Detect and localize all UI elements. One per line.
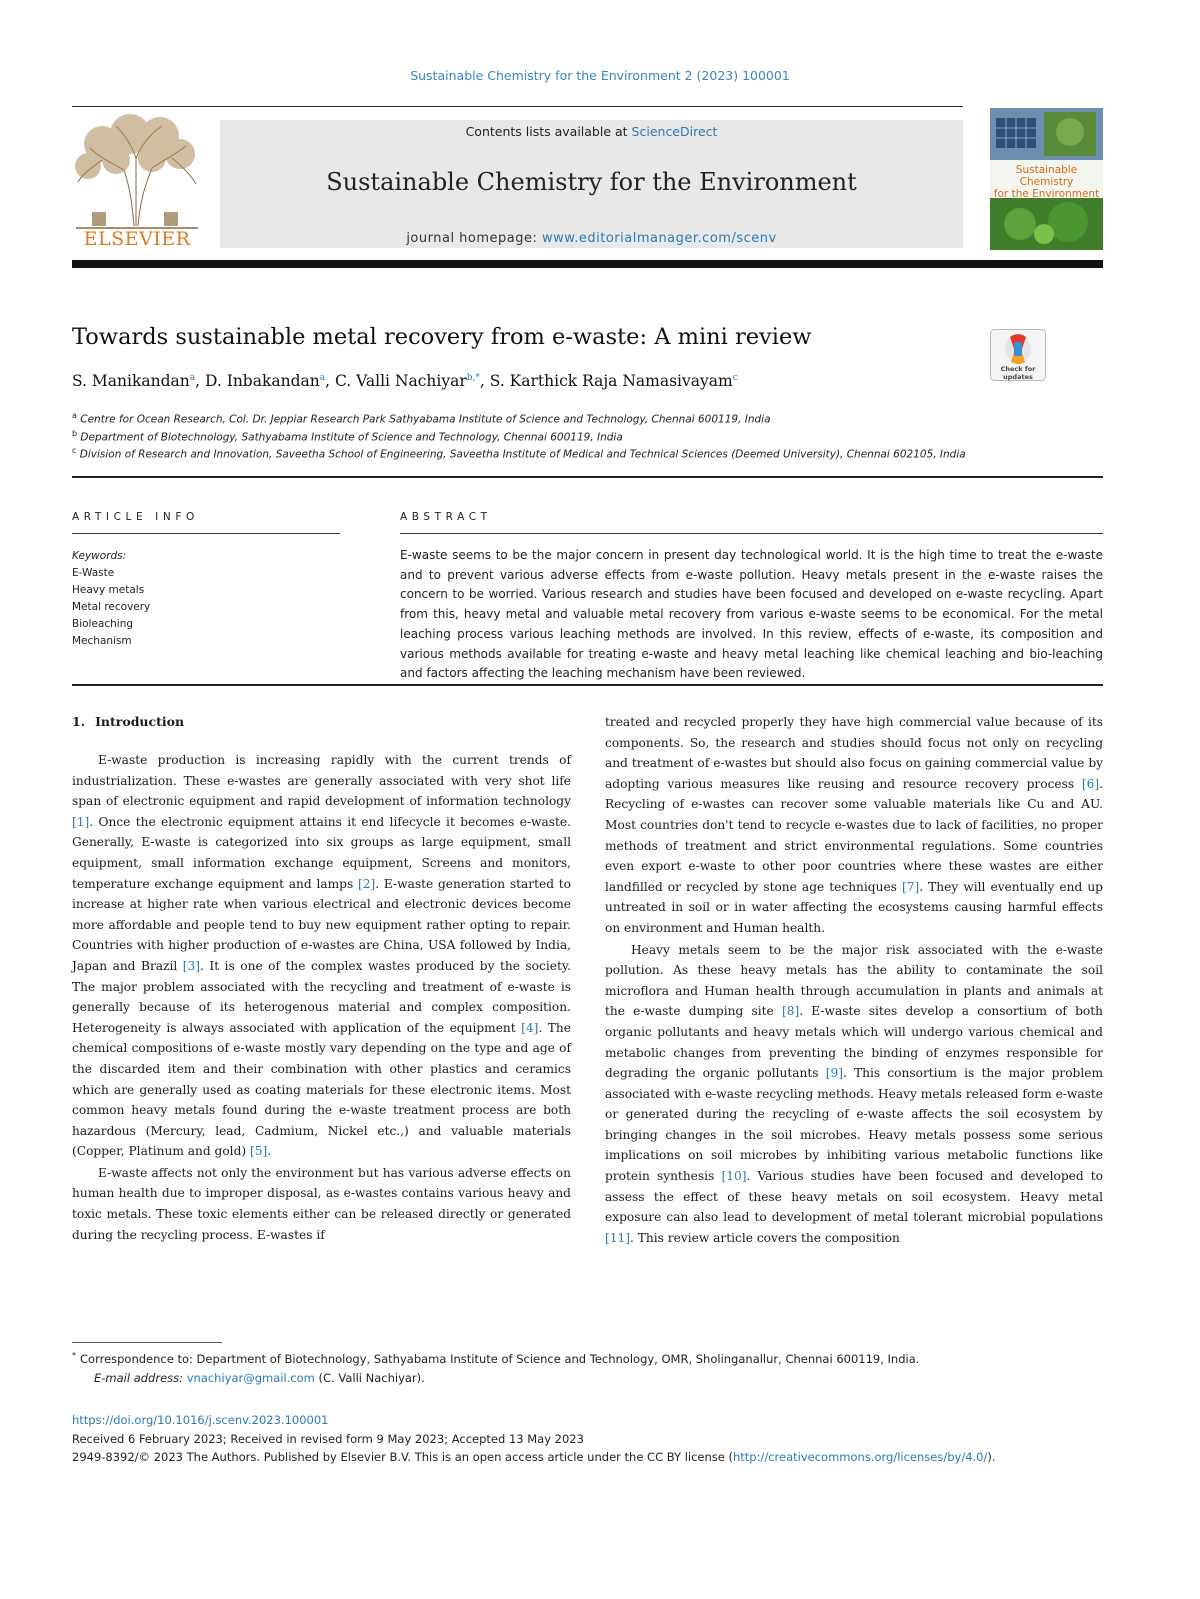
article-info-heading: ARTICLE INFO <box>72 511 199 523</box>
paragraph <box>72 750 571 1162</box>
affiliation-sup: c <box>72 446 77 455</box>
paragraph-text: . Various studies have been focused and developed to assess the effect of these heavy metals on soil ecosystem. Heavy metal exposure can also lead to development of metal tolerant microbial populations <box>605 1169 1103 1225</box>
received-dates: Received 6 February 2023; Received in revised form 9 May 2023; Accepted 13 May 2023 <box>72 1432 584 1446</box>
keyword-item[interactable]: E-Waste <box>72 567 115 579</box>
cover-title-line2: for the Environment <box>993 188 1100 200</box>
affiliation-sup: b <box>72 429 78 438</box>
journal-cover[interactable] <box>990 108 1103 250</box>
affiliation-text: Centre for Ocean Research, Col. Dr. Jeppiar Research Park Sathyabama Institute of Science and Technology, Chennai 600119, India <box>80 413 771 426</box>
footnote-rule <box>72 1342 222 1343</box>
paragraph-text: . It is one of the complex wastes produced by the society. The major problem associated with the recycling and treatment of e-waste is generally because of its heterogenous material and complex composition. Heterogeneity is always associated with application of the equipment <box>72 958 571 1035</box>
abstract-rule <box>400 533 1103 534</box>
author-name[interactable]: S. Karthick Raja Namasivayam <box>489 372 733 390</box>
affiliation-text: Department of Biotechnology, Sathyabama Institute of Science and Technology, Chennai 600119, India <box>80 431 623 444</box>
homepage-line <box>220 231 963 246</box>
homepage-link[interactable]: www.editorialmanager.com/scenv <box>542 231 777 246</box>
body-column-right <box>605 712 1103 1248</box>
masthead-top-rule <box>72 106 963 107</box>
paragraph <box>605 712 1103 939</box>
citation-link[interactable]: [5] <box>250 1144 268 1159</box>
body-column-left <box>72 750 571 1245</box>
paragraph: E-waste affects not only the environment but has various adverse effects on human health due to improper disposal, as e-wastes contains various heavy and toxic metals. These toxic elements either can be released directly or generated during the recycling process. E-wastes if <box>72 1165 571 1242</box>
abstract-bottom-rule <box>72 684 1103 686</box>
license-suffix: ). <box>987 1450 996 1464</box>
doi-link[interactable]: https://doi.org/10.1016/j.scenv.2023.100001 <box>72 1413 329 1427</box>
keyword-item[interactable]: Heavy metals <box>72 584 145 596</box>
email-owner: (C. Valli Nachiyar). <box>318 1371 425 1385</box>
author-name[interactable]: D. Inbakandan <box>204 372 320 390</box>
license-line <box>72 1450 996 1464</box>
article-title: Towards sustainable metal recovery from e-waste: A mini review <box>72 324 812 350</box>
section-heading-introduction <box>72 714 184 729</box>
author-sup[interactable]: c <box>732 372 738 383</box>
correspondence-footnote <box>72 1351 919 1366</box>
paragraph-text: . The chemical compositions of e-waste mostly vary depending on the type and age of the discarded item and their combination with other plastics and ceramics which are generally used as coating materials for these electronic items. Most common heavy metals found during the e-waste treatment process are both hazardous (Mercury, lead, Cadmium, Nickel etc.,) and valuable materials (Copper, Platinum and gold) <box>72 1020 571 1159</box>
keyword-item[interactable]: Metal recovery <box>72 601 151 613</box>
email-link[interactable]: vnachiyar@gmail.com <box>186 1371 315 1385</box>
author-list: S. Manikandan$^a$, D. Inbakandan$^a$, C. Valli Nachiyar$^{b,*}$, S. Karthick Raja Namasivayam$^c$ <box>72 372 738 390</box>
paragraph-text: . E-waste generation started to increase at higher rate when various electrical and electronic devices become more affordable and people tend to buy new equipment rather opting to repair. Countries with higher production of e-wastes are China, USA followed by India, Japan and Brazil <box>72 876 572 973</box>
affiliation-a <box>72 411 771 426</box>
paragraph-text: . This consortium is the major problem associated with e-waste recycling methods. Heavy metals released form e-waste or generated during the recycling of e-waste affects the soil ecosystem by bringing changes in the soil microbes. Heavy metals possess some serious implications on soil microbes by inhibiting various metabolic functions like protein synthesis <box>605 1066 1103 1184</box>
paragraph-text: E-waste production is increasing rapidly with the current trends of industrialization. These e-wastes are generally associated with very shot life span of electronic equipment and rapid development of information technology <box>72 753 571 809</box>
keywords-label: Keywords: <box>72 550 127 562</box>
title-block-rule <box>72 476 1103 478</box>
crossmark-badge[interactable] <box>990 329 1046 381</box>
contents-line <box>220 124 963 139</box>
author-sup[interactable]: b,* <box>466 372 480 383</box>
paragraph-text: . E-waste sites develop a consortium of both organic pollutants and heavy metals which will undergo various chemical and metabolic changes from preventing the binding of enzymes responsible for degrading the organic pollutants <box>605 1004 1103 1081</box>
running-head[interactable]: Sustainable Chemistry for the Environment 2 (2023) 100001 <box>410 68 790 83</box>
affiliation-b <box>72 429 623 444</box>
citation-link[interactable]: [3] <box>182 958 201 973</box>
citation-link[interactable]: [6] <box>1081 776 1100 791</box>
keywords-block <box>72 548 150 650</box>
affiliation-text: Division of Research and Innovation, Saveetha School of Engineering, Saveetha Institute of Medical and Technical Sciences (Deemed University), Chennai 602105, India <box>79 448 966 461</box>
cover-title <box>990 164 1103 200</box>
citation-link[interactable]: [9] <box>825 1066 843 1081</box>
correspondence-text: Correspondence to: Department of Biotechnology, Sathyabama Institute of Science and Technology, OMR, Sholinganallur, Chennai 600119, India. <box>80 1351 920 1366</box>
affiliation-c <box>72 446 966 461</box>
sciencedirect-link[interactable]: ScienceDirect <box>631 124 718 139</box>
paragraph-text: treated and recycled properly they have high commercial value because of its components. So, the research and studies should focus not only on recycling and treatment of e-wastes but should also focus on gaining commercial value by adopting various measures like reusing and resource recovery process <box>605 715 1103 791</box>
citation-link[interactable]: [1] <box>72 814 90 829</box>
paragraph-text: . Recycling of e-wastes can recover some valuable materials like Cu and AU. Most countries don't tend to recycle e-wastes due to lack of facilities, no proper methods of treatment and strict environmental regulations. Some countries even export e-waste to other poor countries where these wastes are either landfilled or recycled by stone age techniques <box>605 776 1103 894</box>
journal-banner <box>220 120 963 248</box>
masthead-bottom-rule <box>72 260 1103 268</box>
contents-prefix: Contents lists available at <box>465 124 632 139</box>
footnote-mark: * <box>72 1351 76 1360</box>
homepage-prefix: journal homepage: <box>406 231 543 246</box>
crossmark-label: Check for updates <box>1000 365 1036 381</box>
license-link[interactable]: http://creativecommons.org/licenses/by/4.0/ <box>733 1450 988 1464</box>
citation-link[interactable]: [8] <box>781 1004 800 1019</box>
author-sup[interactable]: a <box>319 372 326 383</box>
affiliation-sup: a <box>72 411 77 420</box>
email-footnote <box>94 1371 425 1385</box>
citation-link[interactable]: [7] <box>901 879 920 894</box>
abstract-text: E-waste seems to be the major concern in present day technological world. It is the high time to treat the e-waste and to prevent various adverse effects from e-waste pollution. Heavy metals present in the e-waste raises the concern to be worried. Various research and studies have been focused and developed on e-waste recycling. Apart from this, heavy metal and valuable metal recovery from various e-waste seems to be economical. For the metal leaching process various leaching methods are involved. In this review, effects of e-waste, its composition and various methods available for treating e-waste and heavy metal leaching like chemical leaching and bio-leaching and factors affecting the leaching mechanism have been reviewed. <box>400 548 1103 681</box>
citation-link[interactable]: [10] <box>721 1169 747 1184</box>
author-name[interactable]: S. Manikandan <box>72 372 190 390</box>
keyword-item[interactable]: Bioleaching <box>72 618 134 630</box>
elsevier-logo[interactable] <box>72 108 202 250</box>
citation-link[interactable]: [11] <box>605 1230 631 1245</box>
author-name[interactable]: C. Valli Nachiyar <box>334 372 467 390</box>
paragraph-text: . This review article covers the composition <box>630 1230 900 1245</box>
paragraph-text: . They will eventually end up untreated in soil or in water affecting the ecosystems causing harmful effects on environment and Human health. <box>605 879 1103 935</box>
abstract-heading: ABSTRACT <box>400 511 492 523</box>
paragraph-text: . Once the electronic equipment attains it end lifecycle it becomes e-waste. Generally, E-waste is categorized into six groups as large equipment, small equipment, small information exchange equipment, Screens and monitors, temperature exchange equipment and lamps <box>72 814 571 891</box>
elsevier-wordmark: ELSEVIER <box>83 228 191 250</box>
journal-name: Sustainable Chemistry for the Environment <box>326 168 857 196</box>
citation-link[interactable]: [2] <box>358 876 376 891</box>
cover-title-line1: Sustainable Chemistry <box>1015 164 1078 188</box>
section-number: 1. <box>72 714 86 729</box>
paragraph-text: Heavy metals seem to be the major risk associated with the e-waste pollution. As these heavy metals has the ability to contaminate the soil microflora and Human health through accumulation in plants and animals at the e-waste dumping site <box>605 942 1103 1019</box>
paragraph <box>605 940 1103 1249</box>
author-sup[interactable]: a <box>189 372 196 383</box>
keyword-item[interactable]: Mechanism <box>72 635 132 647</box>
citation-link[interactable]: [4] <box>521 1020 539 1035</box>
paragraph-text: . <box>267 1144 272 1159</box>
article-info-rule <box>72 533 340 534</box>
email-label: E-mail address: <box>94 1371 184 1385</box>
section-title: Introduction <box>95 714 185 729</box>
license-prefix: 2949-8392/© 2023 The Authors. Published by Elsevier B.V. This is an open access article under the CC BY license ( <box>72 1450 733 1464</box>
